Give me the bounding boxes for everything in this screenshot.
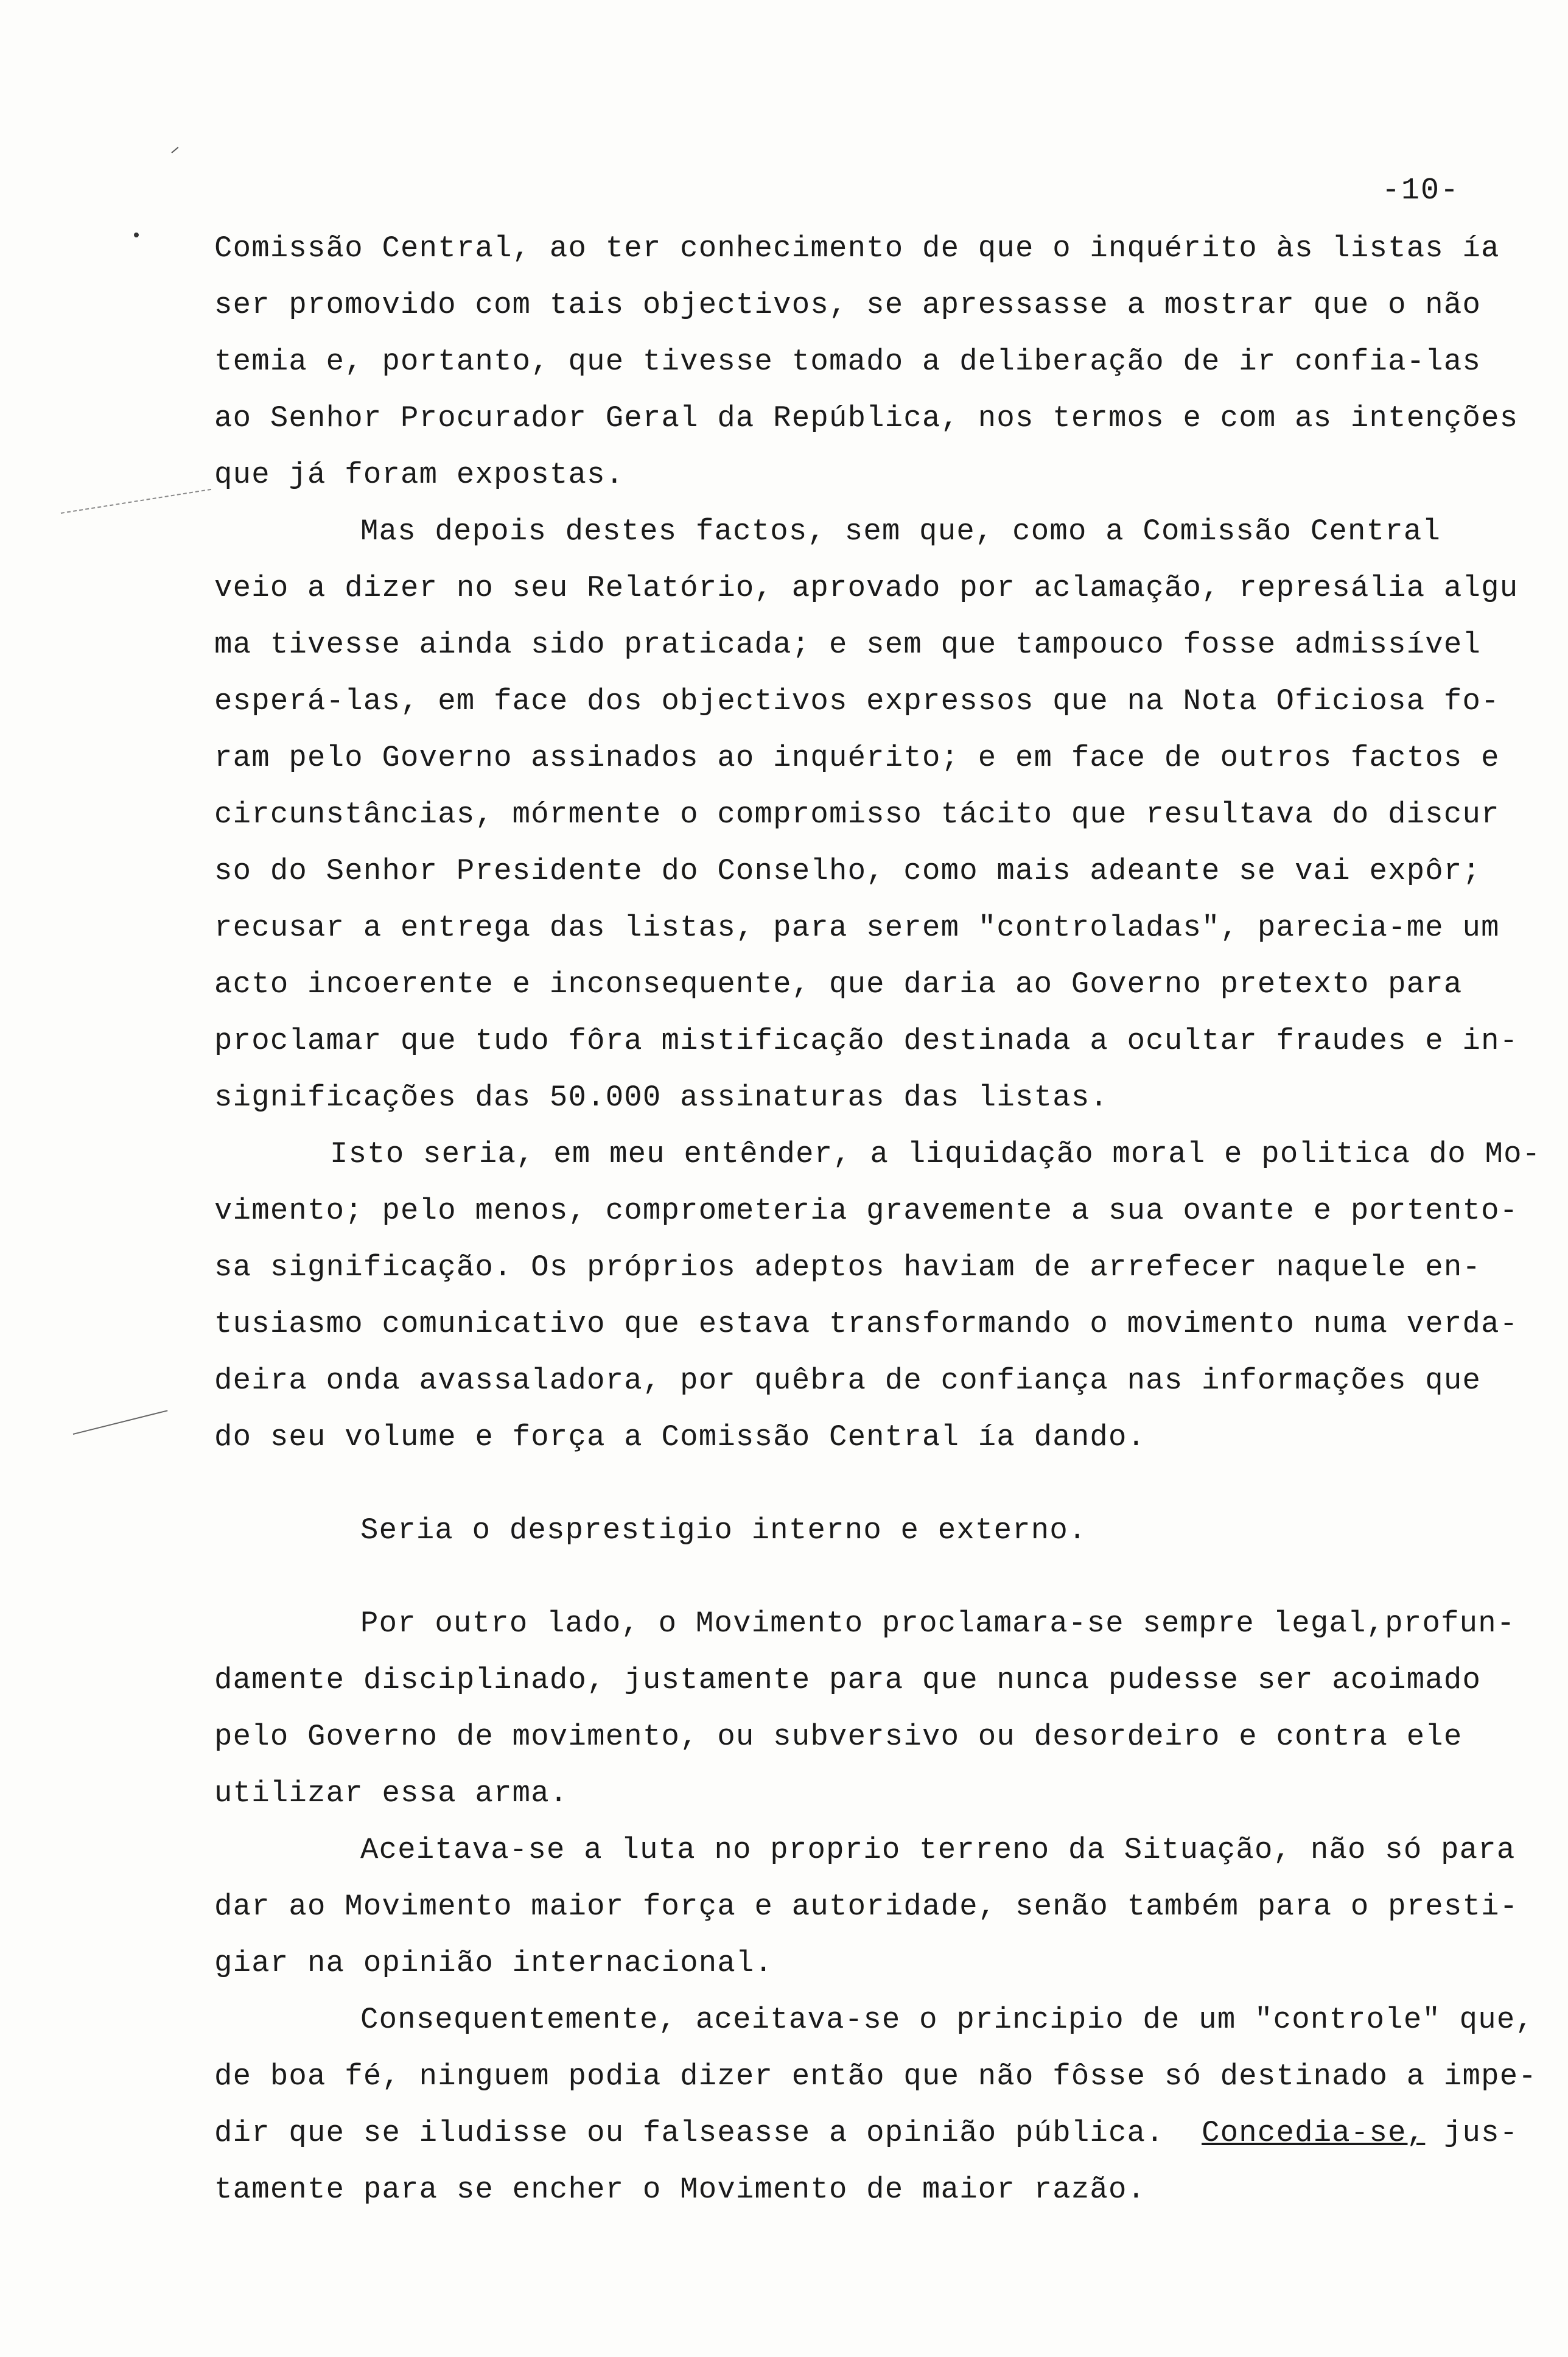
- text-line: [214, 2105, 1523, 2162]
- paragraph: [214, 503, 1523, 1126]
- margin-stroke: [73, 1410, 168, 1435]
- paragraph: [214, 1595, 1523, 1822]
- text-line: do seu volume e força a Comissão Central ía dando.: [214, 1420, 1146, 1454]
- text-line: veio a dizer no seu Relatório, aprovado por aclamação, represália algu: [214, 571, 1519, 605]
- text-line: pelo Governo de movimento, ou subversivo ou desordeiro e contra ele: [214, 1720, 1463, 1754]
- text-line: proclamar que tudo fôra mistificação destinada a ocultar fraudes e in-: [214, 1024, 1519, 1058]
- paragraph: [214, 1822, 1523, 1992]
- text-line: ser promovido com tais objectivos, se apressasse a mostrar que o não: [214, 288, 1482, 322]
- text-line: ram pelo Governo assinados ao inquérito; e em face de outros factos e: [214, 741, 1500, 775]
- text-line: so do Senhor Presidente do Conselho, como mais adeante se vai expôr;: [214, 854, 1482, 888]
- text-line: Por outro lado, o Movimento proclamara-se sempre legal,profun-: [360, 1606, 1516, 1641]
- text-line: que já foram expostas.: [214, 458, 625, 492]
- margin-stroke: [61, 489, 211, 514]
- paragraph: [214, 220, 1523, 503]
- text-line: damente disciplinado, justamente para que nunca pudesse ser acoimado: [214, 1663, 1482, 1697]
- document-body: [214, 220, 1541, 2218]
- text-line: temia e, portanto, que tivesse tomado a deliberação de ir confia-las: [214, 345, 1482, 379]
- text-line: utilizar essa arma.: [214, 1776, 569, 1810]
- text-line: acto incoerente e inconsequente, que daria ao Governo pretexto para: [214, 967, 1463, 1001]
- underlined-phrase: Concedia-se,: [1202, 2116, 1426, 2150]
- text-line: significações das 50.000 assinaturas das listas.: [214, 1080, 1109, 1115]
- text-line: ao Senhor Procurador Geral da República, nos termos e com as intenções: [214, 401, 1519, 435]
- text-segment: dir que se iludisse ou falseasse a opinião pública.: [214, 2116, 1164, 2150]
- text-line: de boa fé, ninguem podia dizer então que não fôsse só destinado a impe-: [214, 2059, 1537, 2093]
- margin-stroke: [171, 147, 178, 153]
- text-line: giar na opinião internacional.: [214, 1946, 774, 1980]
- text-line: Isto seria, em meu entênder, a liquidação moral e politica do Mo-: [330, 1137, 1541, 1171]
- paragraph: [214, 1502, 1523, 1559]
- text-line: Consequentemente, aceitava-se o principio de um "controle" que,: [360, 2003, 1535, 2037]
- text-line: tusiasmo comunicativo que estava transformando o movimento numa verda-: [214, 1307, 1519, 1341]
- text-line: recusar a entrega das listas, para serem "controladas", parecia-me um: [214, 911, 1500, 945]
- text-line: Mas depois destes factos, sem que, como a Comissão Central: [360, 514, 1441, 548]
- text-line: vimento; pelo menos, comprometeria gravemente a sua ovante e portento-: [214, 1194, 1519, 1228]
- text-line: Aceitava-se a luta no proprio terreno da Situação, não só para: [360, 1833, 1516, 1867]
- paragraph: [214, 1126, 1541, 1466]
- text-line: sa significação. Os próprios adeptos haviam de arrefecer naquele en-: [214, 1250, 1482, 1284]
- text-line: circunstâncias, mórmente o compromisso tácito que resultava do discur: [214, 797, 1500, 832]
- page-number: -10-: [1382, 173, 1460, 208]
- paragraph-gap: [214, 1559, 1523, 1595]
- text-line: Seria o desprestigio interno e externo.: [360, 1513, 1087, 1547]
- text-line: tamente para se encher o Movimento de maior razão.: [214, 2173, 1146, 2207]
- paragraph: [214, 1992, 1537, 2218]
- text-line: Comissão Central, ao ter conhecimento de que o inquérito às listas ía: [214, 231, 1500, 265]
- text-segment: jus-: [1425, 2116, 1519, 2150]
- text-line: esperá-las, em face dos objectivos expressos que na Nota Oficiosa fo-: [214, 684, 1500, 718]
- margin-dot: [134, 233, 139, 237]
- text-line: deira onda avassaladora, por quêbra de confiança nas informações que: [214, 1364, 1482, 1398]
- text-line: ma tivesse ainda sido praticada; e sem que tampouco fosse admissível: [214, 628, 1482, 662]
- text-line: dar ao Movimento maior força e autoridade, senão também para o presti-: [214, 1889, 1519, 1924]
- paragraph-gap: [214, 1466, 1523, 1502]
